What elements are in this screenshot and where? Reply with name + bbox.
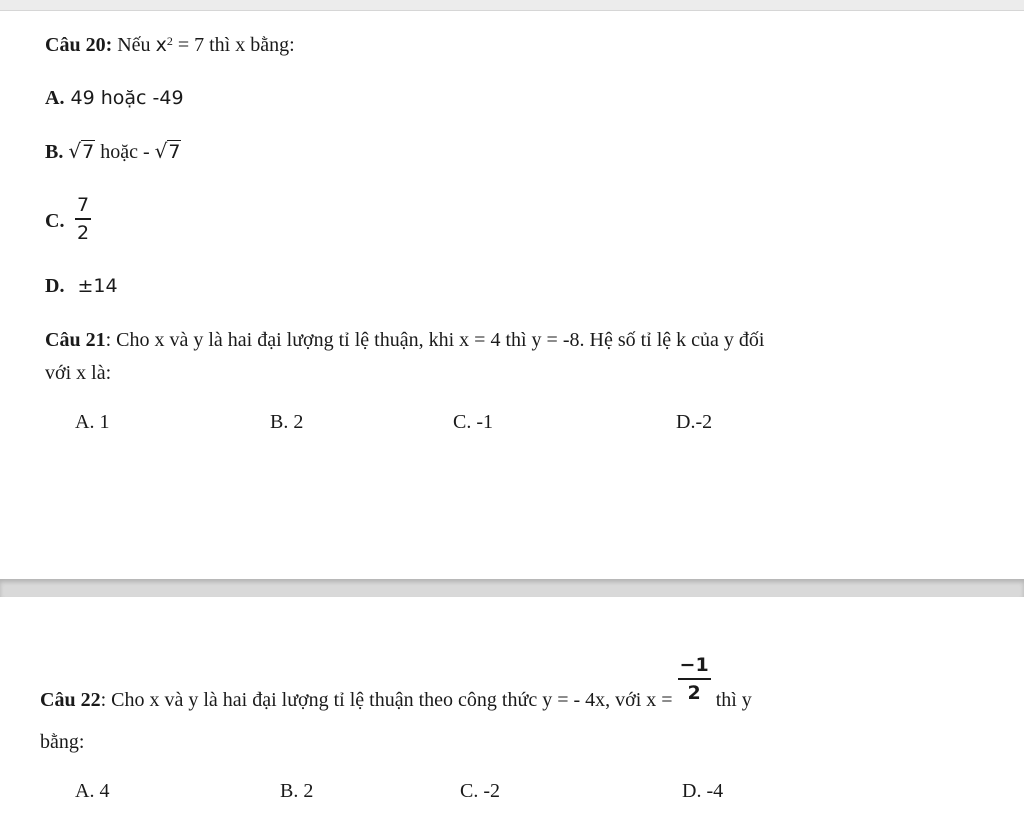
question-21-label: Câu 21 — [45, 329, 106, 351]
top-border — [0, 0, 1024, 11]
question-20-text-after: = 7 thì x bằng: — [172, 34, 295, 56]
question-20-option-c[interactable] — [45, 194, 90, 247]
question-22-text-before: : Cho x và y là hai đại lượng tỉ lệ thuận theo công thức y = - 4x, với x = — [100, 689, 678, 712]
question-21-option-d[interactable]: D.-2 — [676, 411, 713, 433]
question-22-option-c[interactable]: C. -2 — [460, 780, 500, 802]
sqrt-seven-1: √7 — [68, 139, 95, 163]
question-21-stem-line-2: với x là: — [45, 362, 112, 384]
question-20-option-a[interactable] — [45, 86, 184, 110]
question-20-option-b[interactable] — [45, 139, 181, 164]
question-20-label: Câu 20: — [45, 34, 113, 56]
question-22-fraction — [678, 655, 711, 703]
option-c-label: C. — [45, 210, 65, 232]
fraction-bar — [678, 678, 711, 680]
radical-icon: √ — [68, 139, 82, 163]
question-22-text-wrap — [40, 689, 678, 711]
question-22-text-after: thì y — [710, 689, 752, 712]
question-22-label: Câu 22 — [40, 689, 101, 712]
fraction-bar — [75, 218, 91, 220]
fraction-denominator: 2 — [687, 681, 701, 704]
question-21-option-b[interactable]: B. 2 — [270, 411, 304, 433]
option-d-label: D. — [45, 275, 65, 297]
option-a-label: A. — [45, 87, 65, 109]
question-22-option-d[interactable]: D. -4 — [682, 780, 724, 802]
page-separator — [0, 579, 1024, 597]
radical-icon: √ — [154, 139, 168, 163]
option-b-separator: hoặc - — [95, 141, 155, 163]
question-21-stem-line-1 — [45, 328, 764, 352]
document-page-1 — [0, 11, 1024, 579]
question-21-text-1: : Cho x và y là hai đại lượng tỉ lệ thuận, khi x = 4 thì y = -8. Hệ số tỉ lệ k của y đối — [105, 329, 765, 351]
question-20-option-d[interactable] — [45, 274, 118, 298]
question-21-option-c[interactable]: C. -1 — [453, 411, 493, 433]
question-22-stem-line-1 — [40, 654, 752, 715]
fraction-numerator: 7 — [77, 194, 90, 216]
question-20-exponent: 2 — [166, 34, 173, 48]
option-c-fraction — [75, 195, 91, 243]
sqrt-seven-2: √7 — [154, 139, 181, 163]
question-22-stem-line-2: bằng: — [40, 731, 85, 753]
question-20-text-before: Nếu — [112, 34, 156, 56]
document-page-2 — [0, 597, 1024, 823]
question-20-stem — [45, 33, 295, 57]
question-20-variable: x — [155, 34, 167, 56]
fraction-denominator: 2 — [77, 221, 90, 244]
option-a-text: 49 hoặc -49 — [64, 87, 184, 109]
question-22-option-b[interactable]: B. 2 — [280, 780, 314, 802]
option-d-text: ±14 — [77, 275, 118, 297]
option-b-label: B. — [45, 141, 64, 163]
fraction-numerator: −1 — [679, 654, 709, 676]
question-22-option-a[interactable]: A. 4 — [75, 780, 110, 802]
question-21-option-a[interactable]: A. 1 — [75, 411, 110, 433]
